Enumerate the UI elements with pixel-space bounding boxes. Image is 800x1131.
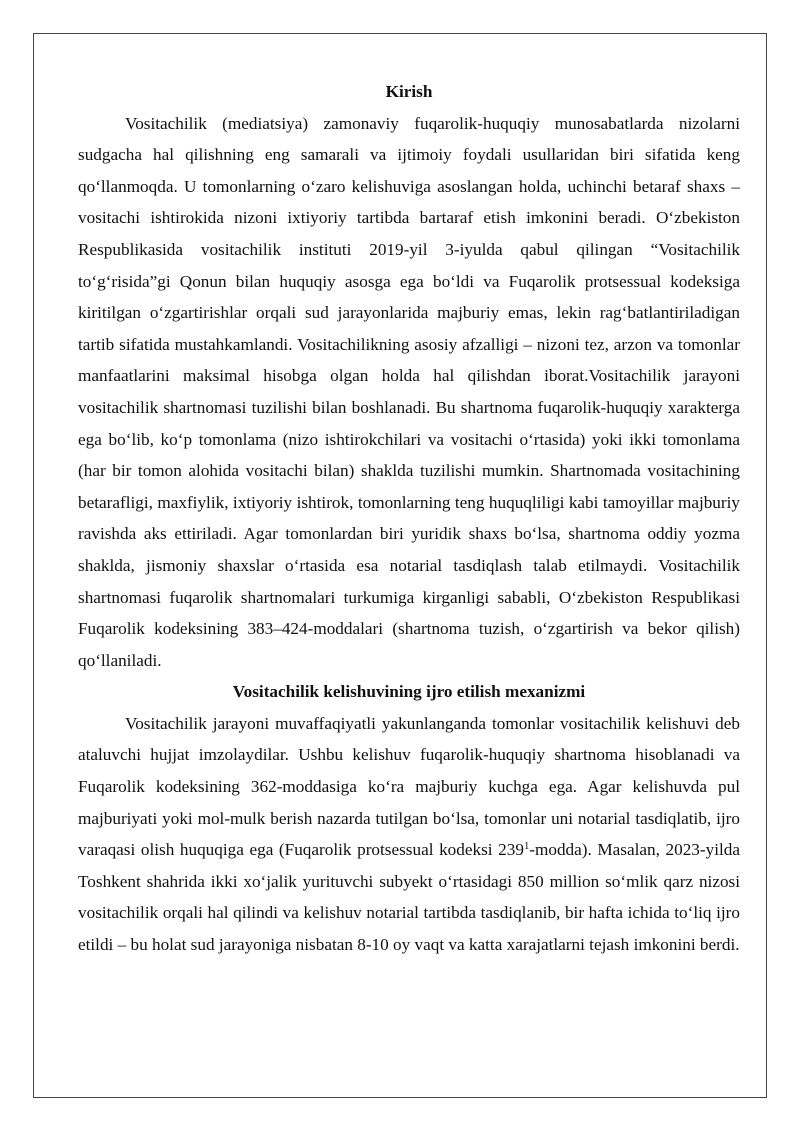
- enforcement-text-part1: Vositachilik jarayoni muvaffaqiyatli yakunlanganda tomonlar vositachilik kelishuvi deb ataluvchi hujjat imzolaydilar. Ushbu kelishuv fuqarolik-huquqiy shartnoma hisoblanadi va Fuqarolik kodeksining 362-moddasiga ko‘ra majburiy kuchga ega. Agar kelishuvda pul majburiyati yoki mol-mulk berish nazarda tutilgan bo‘lsa, tomonlar uni notarial tasdiqlatib, ijro varaqasi olish huquqiga ega (Fuqarolik protsessual kodeksi 239: [78, 713, 740, 860]
- enforcement-paragraph: [78, 708, 740, 961]
- section-heading-enforcement: Vositachilik kelishuvining ijro etilish mexanizmi: [232, 682, 586, 702]
- document-body: [78, 76, 740, 961]
- section-heading-introduction: Kirish: [385, 82, 433, 101]
- enforcement-text-part2: -modda). Masalan, 2023-yilda Toshkent shahrida ikki xo‘jalik yurituvchi subyekt o‘rtasidagi 850 million so‘mlik qarz nizosi vositachilik orqali hal qilindi va kelishuv notarial tartibda tasdiqlanib, bir hafta ichida to‘liq ijro etildi – bu holat sud jarayoniga nisbatan 8-10 oy vaqt va katta xarajatlarni tejash imkonini berdi.: [78, 840, 740, 955]
- introduction-paragraph: Vositachilik (mediatsiya) zamonaviy fuqarolik-huquqiy munosabatlarda nizolarni sudgacha hal qilishning eng samarali va ijtimoiy foydali usullaridan biri sifatida keng qo‘llanmoqda. U tomonlarning o‘zaro kelishuviga asoslangan holda, uchinchi betaraf shaxs – vositachi ishtirokida nizoni ixtiyoriy tartibda bartaraf etish imkonini beradi. O‘zbekiston Respublikasida vositachilik instituti 2019-yil 3-iyulda qabul qilingan “Vositachilik to‘g‘risida”gi Qonun bilan huquqiy asosga ega bo‘ldi va Fuqarolik protsessual kodeksiga kiritilgan o‘zgartirishlar orqali sud jarayonlarida majburiy emas, lekin rag‘batlantiriladigan tartib sifatida mustahkamlandi. Vositachilikning asosiy afzalligi – nizoni tez, arzon va tomonlar manfaatlarini maksimal hisobga olgan holda hal qilishdan iborat.Vositachilik jarayoni vositachilik shartnomasi tuzilishi bilan boshlanadi. Bu shartnoma fuqarolik-huquqiy xarakterga ega bo‘lib, ko‘p tomonlama (nizo ishtirokchilari va vositachi o‘rtasida) yoki ikki tomonlama (har bir tomon alohida vositachi bilan) shaklda tuzilishi mumkin. Shartnomada vositachining betarafligi, maxfiylik, ixtiyoriy ishtirok, tomonlarning teng huquqliligi kabi tamoyillar majburiy ravishda aks ettiriladi. Agar tomonlardan biri yuridik shaxs bo‘lsa, shartnoma oddiy yozma shaklda, jismoniy shaxslar o‘rtasida esa notarial tasdiqlash talab etilmaydi. Vositachilik shartnomasi fuqarolik shartnomalari turkumiga kirganligi sababli, O‘zbekiston Respublikasi Fuqarolik kodeksining 383–424-moddalari (shartnoma tuzish, o‘zgartirish va bekor qilish) qo‘llaniladi.: [78, 113, 740, 670]
- article-superscript: 1: [523, 841, 530, 853]
